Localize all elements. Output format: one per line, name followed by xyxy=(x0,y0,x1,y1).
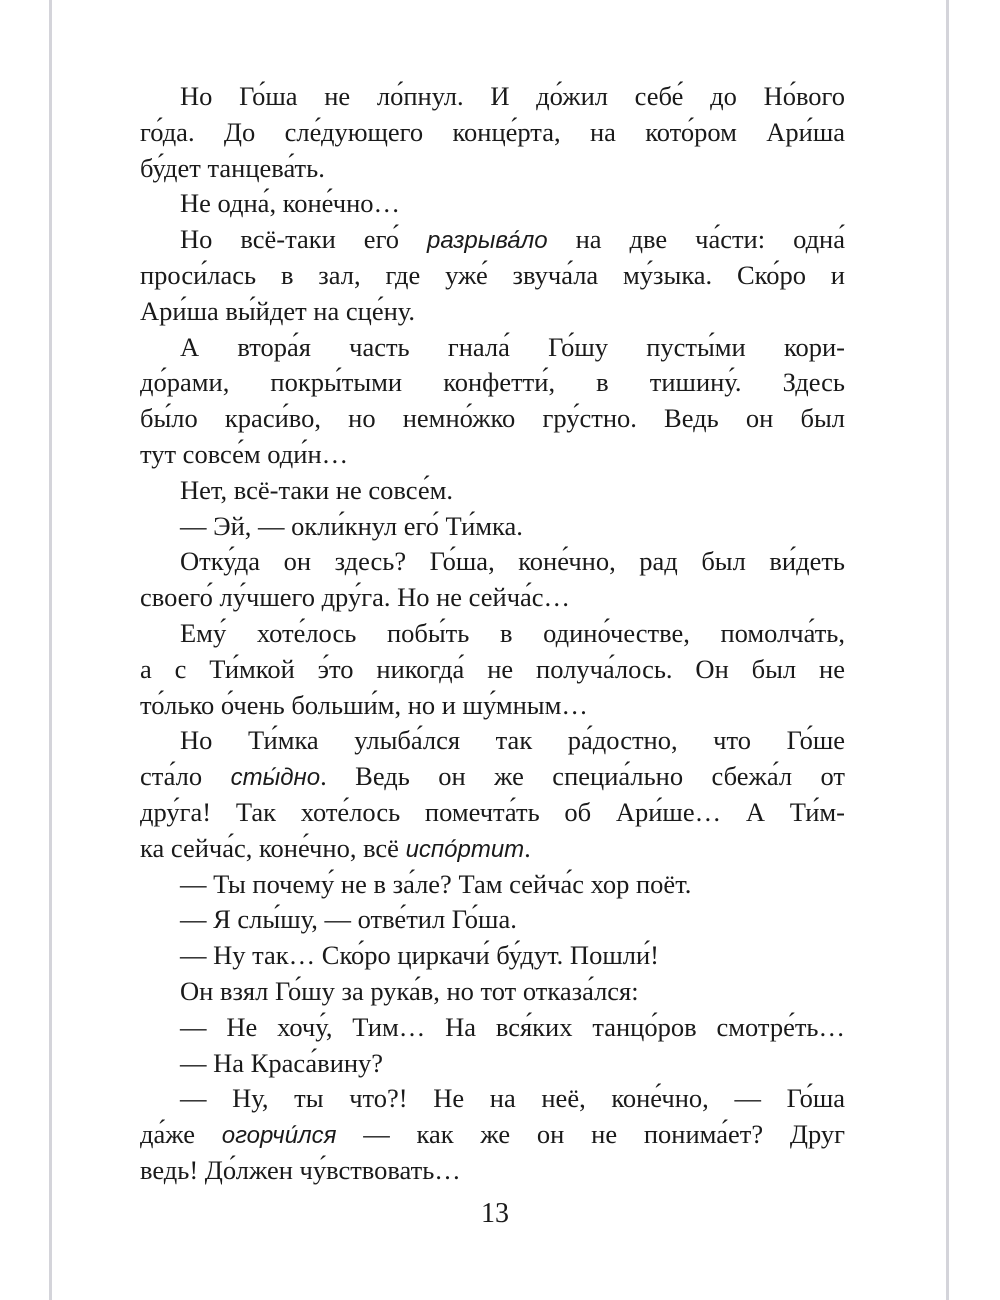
italic-emphasis: разрыва́ло xyxy=(427,227,548,255)
text-line xyxy=(140,472,845,508)
text-segment: а с Ти́мкой э́то никогда́ не получа́лось. Он был не xyxy=(140,653,845,684)
text-line xyxy=(140,221,845,257)
text-segment: Но всё-таки его́ xyxy=(180,224,428,255)
page-number: 13 xyxy=(481,1198,509,1229)
text-line xyxy=(140,1080,845,1116)
text-segment: — Ну, ты что?! Не на неё, коне́чно, — Го́ша xyxy=(180,1083,845,1114)
text-segment: ведь! До́лжен чу́вствовать… xyxy=(140,1155,461,1185)
text-segment: — Эй, — окли́кнул его́ Ти́мка. xyxy=(180,510,523,541)
text-line xyxy=(140,615,845,651)
text-segment: . xyxy=(524,832,531,863)
text-segment: — На Краса́вину? xyxy=(180,1047,384,1078)
text-segment: Ему́ хоте́лось побы́ть в одино́честве, помолча́ть, xyxy=(180,618,845,648)
text-segment: — Ну так… Ско́ро циркачи́ бу́дут. Пошли́! xyxy=(180,940,659,971)
text-line xyxy=(140,543,845,579)
text-segment: проси́лась в зал, где уже́ звуча́ла му́зыка. Ско́ро и xyxy=(140,260,845,290)
text-segment: тут совсе́м оди́н… xyxy=(140,439,349,469)
text-segment: бы́ло краси́во, но немно́жко гру́стно. Ведь он был xyxy=(140,403,845,434)
italic-emphasis: испо́ртит xyxy=(405,835,525,863)
text-line xyxy=(140,185,845,221)
text-line xyxy=(140,866,845,902)
text-line xyxy=(140,1009,845,1045)
page-left-edge xyxy=(49,0,52,1300)
text-line xyxy=(140,1116,845,1152)
text-line xyxy=(140,794,845,830)
text-line xyxy=(140,973,845,1009)
text-segment: — Не хочу́, Тим… На вся́ких танцо́ров смотре́ть… xyxy=(180,1011,845,1042)
text-segment: Ари́ша вы́йдет на сце́ну. xyxy=(140,295,415,326)
italic-emphasis: сты́дно xyxy=(230,764,321,792)
text-line xyxy=(140,758,845,794)
text-segment: . Ведь он же специа́льно сбежа́л от xyxy=(320,761,846,792)
text-line xyxy=(140,687,845,723)
text-line xyxy=(140,329,845,365)
text-segment: Но Ти́мка улыба́лся так ра́достно, что Го́ше xyxy=(180,725,845,756)
text-line xyxy=(140,508,845,544)
text-segment: на две ча́сти: одна́ xyxy=(547,224,846,255)
page-right-edge xyxy=(946,0,949,1300)
text-segment: дру́га! Так хоте́лось помечта́ть об Ари́ше… А Ти́м- xyxy=(140,797,845,827)
text-line xyxy=(140,579,845,615)
text-segment: Отку́да он здесь? Го́ша, коне́чно, рад был ви́деть xyxy=(180,546,845,577)
text-segment: Но Го́ша не ло́пнул. И до́жил себе́ до Но́вого xyxy=(180,81,845,111)
text-segment: то́лько о́чень больши́м, но и шу́мным… xyxy=(140,689,588,720)
text-line xyxy=(140,436,845,472)
text-segment: — Ты почему́ не в за́ле? Там сейча́с хор поёт. xyxy=(180,868,692,899)
text-line xyxy=(140,722,845,758)
text-segment: своего́ лу́чшего дру́га. Но не сейча́с… xyxy=(140,582,571,613)
text-line xyxy=(140,937,845,973)
text-line xyxy=(140,1152,845,1188)
text-line xyxy=(140,114,845,150)
text-segment: до́рами, покры́тыми конфетти́, в тишину́. Здесь xyxy=(140,367,845,398)
text-segment: А втора́я часть гнала́ Го́шу пусты́ми кори- xyxy=(180,331,845,362)
text-segment: — как же он не понима́ет? Друг xyxy=(336,1119,845,1150)
text-segment: го́да. До сле́дующего конце́рта, на кото́ром Ари́ша xyxy=(140,116,845,147)
text-line xyxy=(140,150,845,186)
text-segment: Нет, всё-таки не совсе́м. xyxy=(180,474,453,505)
text-line xyxy=(140,830,845,866)
text-segment: — Я слы́шу, — отве́тил Го́ша. xyxy=(180,904,517,935)
text-line xyxy=(140,1045,845,1081)
text-line xyxy=(140,400,845,436)
text-line xyxy=(140,257,845,293)
text-segment: Не одна́, коне́чно… xyxy=(180,188,401,219)
text-line xyxy=(140,293,845,329)
text-line xyxy=(140,901,845,937)
text-segment: Он взял Го́шу за рука́в, но тот отказа́лся: xyxy=(180,976,639,1006)
text-segment: ка сейча́с, коне́чно, всё xyxy=(140,832,406,863)
text-segment: ста́ло xyxy=(140,761,231,792)
text-segment: бу́дет танцева́ть. xyxy=(140,152,325,183)
italic-emphasis: огорчи́лся xyxy=(221,1122,337,1150)
text-line xyxy=(140,78,845,114)
text-line xyxy=(140,364,845,400)
text-segment: да́же xyxy=(140,1119,222,1150)
text-line xyxy=(140,651,845,687)
